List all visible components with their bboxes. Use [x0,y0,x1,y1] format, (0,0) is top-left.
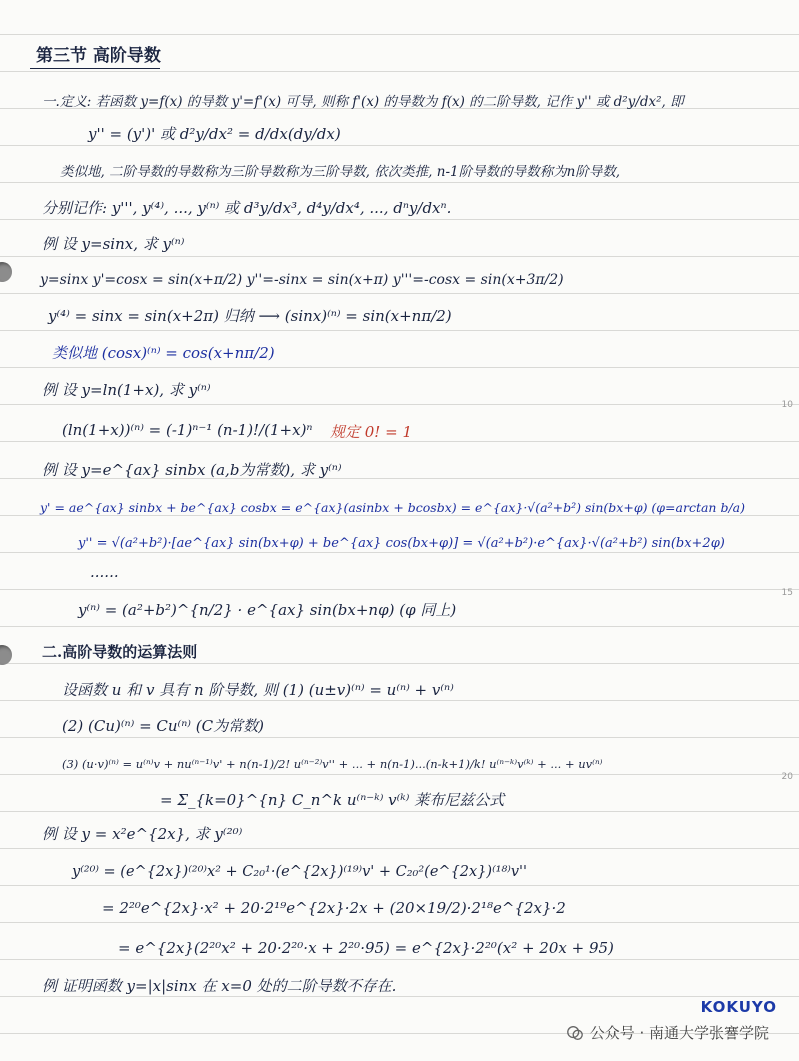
exp-sin-nth-derivative: y⁽ⁿ⁾ = (a²+b²)^{n/2} · e^{ax} sin(bx+nφ) (φ 同上) [78,601,457,619]
exercise-line: 例 证明函数 y=|x|sinx 在 x=0 处的二阶导数不存在. [42,977,397,995]
heading-underline [30,68,160,69]
ruled-line [0,922,799,923]
ruled-line [0,626,799,627]
notation-line: 分别记作: y''', y⁽⁴⁾, ..., y⁽ⁿ⁾ 或 d³y/dx³, d⁴y/dx⁴, ..., dⁿy/dxⁿ. [42,199,452,217]
ln-nth-derivative: (ln(1+x))⁽ⁿ⁾ = (-1)ⁿ⁻¹ (n-1)!/(1+x)ⁿ [62,421,313,439]
ruled-line [0,811,799,812]
ruled-line [0,293,799,294]
brand-logo: KOKUYO [700,998,777,1016]
ruled-line [0,774,799,775]
ruled-line [0,330,799,331]
cos-nth-derivative: 类似地 (cosx)⁽ⁿ⁾ = cos(x+nπ/2) [52,344,275,362]
section-heading: 第三节 高阶导数 [36,46,161,66]
definition-line: 一.定义: 若函数 y=f(x) 的导数 y'=f'(x) 可导, 则称 f'(x) 的导数为 f(x) 的二阶导数, 记作 y'' 或 d²y/dx², 即 [42,94,684,110]
ruled-line [0,589,799,590]
ruled-line [0,256,799,257]
example-ln-title: 例 设 y=ln(1+x), 求 y⁽ⁿ⁾ [42,381,211,399]
binder-hole [0,262,12,282]
ruled-line [0,700,799,701]
ruled-line [0,848,799,849]
sin-derivatives: y=sinx y'=cosx = sin(x+π/2) y''=-sinx = sin(x+π) y'''=-cosx = sin(x+3π/2) [40,272,564,288]
ruled-line [0,219,799,220]
ruled-line [0,182,799,183]
ruled-line [0,71,799,72]
ellipsis-line: ...... [90,563,119,581]
wechat-icon [566,1024,584,1042]
leibniz-step-3: = e^{2x}(2²⁰x² + 20·2²⁰·x + 2²⁰·95) = e^{2x}·2²⁰(x² + 20x + 95) [118,939,614,957]
margin-number: 10 [781,400,793,410]
binder-hole [0,645,12,665]
exp-sin-second-derivative: y'' = √(a²+b²)·[ae^{ax} sin(bx+φ) + be^{ax} cos(bx+φ)] = √(a²+b²)·e^{ax}·√(a²+b²) sin(bx+2φ) [78,536,725,551]
leibniz-formula: = Σ_{k=0}^{n} C_n^k u⁽ⁿ⁻ᵏ⁾ v⁽ᵏ⁾ 莱布尼兹公式 [160,791,505,809]
rules-heading: 二.高阶导数的运算法则 [42,643,198,661]
ruled-line [0,996,799,997]
watermark-text: 公众号 · 南通大学张謇学院 [589,1024,769,1042]
exp-sin-first-derivative: y' = ae^{ax} sinbx + be^{ax} cosbx = e^{ax}(asinbx + bcosbx) = e^{ax}·√(a²+b²) sin(bx+φ) (φ=arctan b/a) [40,500,745,515]
factorial-note: 规定 0! = 1 [330,423,412,441]
ruled-line [0,737,799,738]
margin-number: 15 [781,588,793,598]
leibniz-step-1: y⁽²⁰⁾ = (e^{2x})⁽²⁰⁾x² + C₂₀¹·(e^{2x})⁽¹⁹⁾v' + C₂₀²(e^{2x})⁽¹⁸⁾v'' [72,864,527,880]
leibniz-step-2: = 2²⁰e^{2x}·x² + 20·2¹⁹e^{2x}·2x + (20×19/2)·2¹⁸e^{2x}·2 [102,899,566,917]
margin-number: 20 [781,772,793,782]
rule-product: (3) (u·v)⁽ⁿ⁾ = u⁽ⁿ⁾v + nu⁽ⁿ⁻¹⁾v' + n(n-1)/2! u⁽ⁿ⁻²⁾v'' + ... + n(n-1)...(n-k+1)/k! u⁽ⁿ⁻ᵏ⁾v⁽ᵏ⁾ + ... + uv⁽ⁿ⁾ [62,757,603,771]
ruled-line [0,367,799,368]
example-sin-title: 例 设 y=sinx, 求 y⁽ⁿ⁾ [42,235,185,253]
ruled-line [0,404,799,405]
rule-sum: 设函数 u 和 v 具有 n 阶导数, 则 (1) (u±v)⁽ⁿ⁾ = u⁽ⁿ⁾ + v⁽ⁿ⁾ [62,681,454,699]
ruled-line [0,959,799,960]
higher-order-text: 类似地, 二阶导数的导数称为三阶导数称为三阶导数, 依次类推, n-1阶导数的导数称为n阶导数, [60,164,621,180]
definition-formula: y'' = (y')' 或 d²y/dx² = d/dx(dy/dx) [88,125,341,143]
ruled-line [0,145,799,146]
example-leibniz-title: 例 设 y = x²e^{2x}, 求 y⁽²⁰⁾ [42,825,243,843]
watermark [566,1022,769,1043]
ruled-line [0,34,799,35]
rule-constant: (2) (Cu)⁽ⁿ⁾ = Cu⁽ⁿ⁾ (C为常数) [62,717,264,735]
ruled-line [0,663,799,664]
ruled-line [0,885,799,886]
sin-nth-derivative: y⁽⁴⁾ = sinx = sin(x+2π) 归纳 ⟶ (sinx)⁽ⁿ⁾ = sin(x+nπ/2) [48,307,452,325]
example-exp-sin-title: 例 设 y=e^{ax} sinbx (a,b为常数), 求 y⁽ⁿ⁾ [42,461,342,479]
